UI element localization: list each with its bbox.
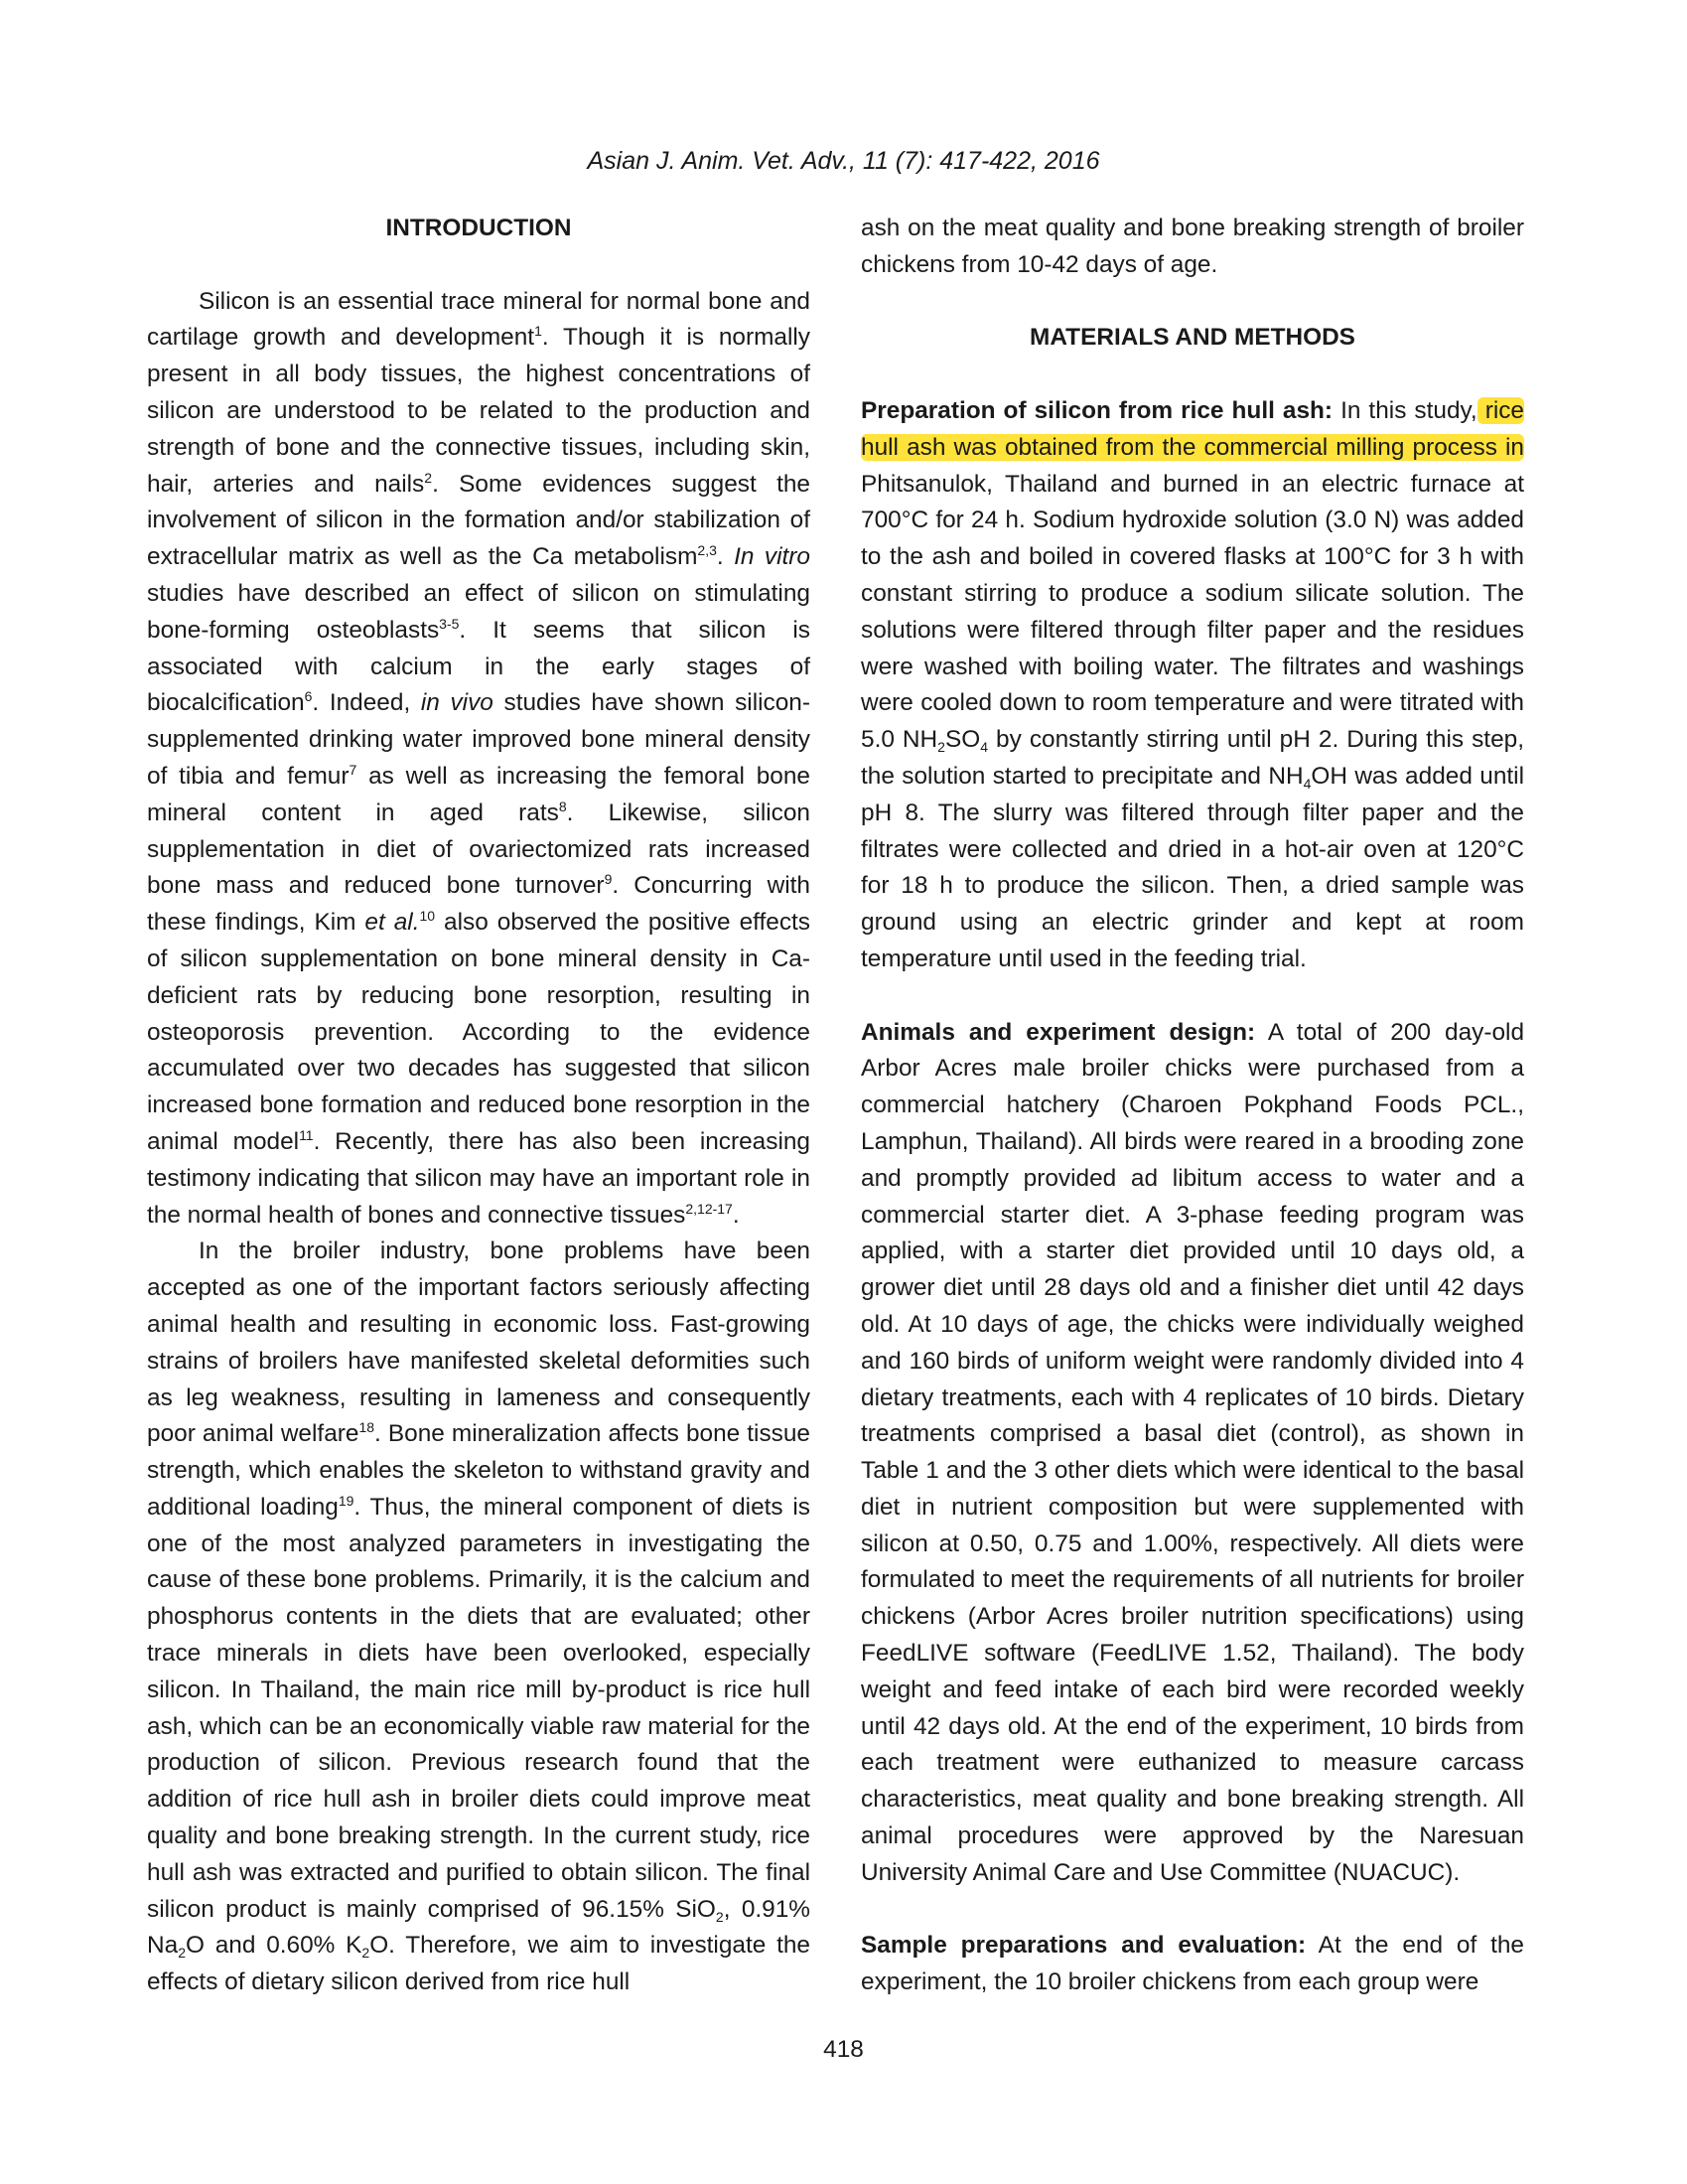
citation: 18 bbox=[358, 1419, 375, 1436]
animals-paragraph: Animals and experiment design: A total of 200 day-old Arbor Acres male broiler chicks were purchased from a commercial hatchery (Charoen Pokphand Foods PCL., Lamphun, Thailand). All birds were reared in a brooding zone and promptly provided ad libitum access to water and a commercial starter diet. A 3-phase feeding program was applied, with a starter diet provided until 10 days old, a grower diet until 28 days old and a finisher diet until 42 days old. At 10 days of age, the chicks were individually weighed and 160 birds of uniform weight were randomly divided into 4 dietary treatments, each with 4 replicates of 10 birds. Dietary treatments comprised a basal diet (control), as shown in Table 1 and the 3 other diets which were identical to the basal diet in nutrient composition but were supplemented with silicon at 0.50, 0.75 and 1.00%, respectively. All diets were formulated to meet the requirements of all nutrients for broiler chickens (Arbor Acres broiler nutrition specifications) using FeedLIVE software (FeedLIVE 1.52, Thailand). The body weight and feed intake of each bird were recorded weekly until 42 days old. At the end of the experiment, 10 birds from each treatment were euthanized to measure carcass characteristics, meat quality and bone breaking strength. All animal procedures were approved by the Naresuan University Animal Care and Use Committee (NUACUC). bbox=[861, 1018, 1525, 1886]
citation: 8 bbox=[558, 798, 567, 814]
citation: 2,3 bbox=[697, 542, 717, 559]
citation: 2,12-17 bbox=[685, 1200, 733, 1217]
citation: 2 bbox=[424, 469, 433, 486]
citation: 7 bbox=[349, 761, 357, 778]
preparation-paragraph: Preparation of silicon from rice hull ash: In this study, rice hull ash was obtained from the commercial milling process in Phitsanulok, Thailand and burned in an electric furnace at 700°C for 24 h. Sodium hydroxide solution (3.0 N) was added to the ash and boiled in covered flasks at 100°C for 3 h with constant stirring to produce a sodium silicate solution. The solutions were filtered through filter paper and the residues were washed with boiling water. The filtrates and washings were cooled down to room temperature and were titrated with 5.0 $NH_2SO_4$ by constantly stirring until pH 2. During this step, the solution started to precipitate and $NH_4OH$ was added until pH 8. The slurry was filtered through filter paper and the filtrates were collected and dried in a hot-air oven at 120°C for 18 h to produce the silicon. Then, a dried sample was ground using an electric grinder and kept at room temperature until used in the feeding trial. bbox=[861, 396, 1524, 972]
section-heading-introduction: INTRODUCTION bbox=[385, 215, 572, 241]
citation: 1 bbox=[534, 323, 542, 340]
intro-paragraph-1: Silicon is an essential trace mineral for normal bone and cartilage growth and development$^1$. Though it is normally present in all body tissues, the highest concentrations of silicon are understood to be related to the production and strength of bone and the connective tissues, including skin, hair, arteries and nails$^2$. Some evidences suggest the involvement of silicon in the formation and/or stabilization of extracellular matrix as well as the Ca metabolism$^{2,3}$. In vitro studies have described an effect of silicon on stimulating bone-forming osteoblasts$^{3-5}$. It seems that silicon is associated with calcium in the early stages of biocalcification$^6$. Indeed, in vivo studies have shown silicon-supplemented drinking water improved bone mineral density of tibia and femur$^7$ as well as increasing the femoral bone mineral content in aged rats$^8$. Likewise, silicon supplementation in diet of ovariectomized rats increased bone mass and reduced bone turnover$^9$. Concurring with these findings, Kim et al.$^{10}$ also observed the positive effects of silicon supplementation on bone mineral density in Ca-deficient rats by reducing bone resorption, resulting in osteoporosis prevention. According to the evidence accumulated over two decades has suggested that silicon increased bone formation and reduced bone resorption in the animal model$^{11}$. Recently, there has also been increasing testimony indicating that silicon may have an important role in the normal health of bones and connective tissues$^{2,12-17}$. bbox=[147, 287, 811, 1229]
run-in-heading: Preparation of silicon from rice hull ash: bbox=[861, 396, 1334, 424]
citation: 10 bbox=[419, 908, 436, 925]
citation: 9 bbox=[604, 871, 613, 888]
citation: 11 bbox=[299, 1126, 314, 1143]
intro-continuation: ash on the meat quality and bone breaking strength of broiler chickens from 10-42 days of age. bbox=[861, 215, 1524, 278]
citation: 6 bbox=[304, 688, 313, 705]
right-column bbox=[861, 211, 1524, 2001]
sample-paragraph: Sample preparations and evaluation: At the end of the experiment, the 10 broiler chickens from each group were bbox=[861, 1932, 1524, 1996]
intro-paragraph-2: In the broiler industry, bone problems have been accepted as one of the important factors seriously affecting animal health and resulting in economic loss. Fast-growing strains of broilers have manifested skeletal deformities such as leg weakness, resulting in lameness and consequently poor animal welfare$^{18}$. Bone mineralization affects bone tissue strength, which enables the skeleton to withstand gravity and additional loading$^{19}$. Thus, the mineral component of diets is one of the most analyzed parameters in investigating the cause of these bone problems. Primarily, it is the calcium and phosphorus contents in the diets that are evaluated; other trace minerals in diets have been overlooked, especially silicon. In Thailand, the main rice mill by-product is rice hull ash, which can be an economically viable raw material for the production of silicon. Previous research found that the addition of rice hull ash in broiler diets could improve meat quality and bone breaking strength. In the current study, rice hull ash was extracted and purified to obtain silicon. The final silicon product is mainly comprised of 96.15% SiO$_2$, 0.91% $Na_2O$ and 0.60% $K_2O$. Therefore, we aim to investigate the effects of dietary silicon derived from rice hull bbox=[147, 1238, 810, 1996]
citation: 19 bbox=[338, 1492, 354, 1509]
run-in-heading: Sample preparations and evaluation: bbox=[861, 1932, 1307, 1960]
citation: 3-5 bbox=[439, 615, 460, 632]
run-in-heading: Animals and experiment design: bbox=[861, 1018, 1256, 1046]
section-heading-materials-methods: MATERIALS AND METHODS bbox=[1030, 324, 1355, 352]
highlighted-text[interactable]: rice hull ash was obtained from the commercial milling process in bbox=[861, 396, 1524, 461]
running-header: Asian J. Anim. Vet. Adv., 11 (7): 417-422, 2016 bbox=[587, 147, 1100, 175]
left-column bbox=[147, 211, 810, 2001]
page-number: 418 bbox=[823, 2036, 864, 2063]
